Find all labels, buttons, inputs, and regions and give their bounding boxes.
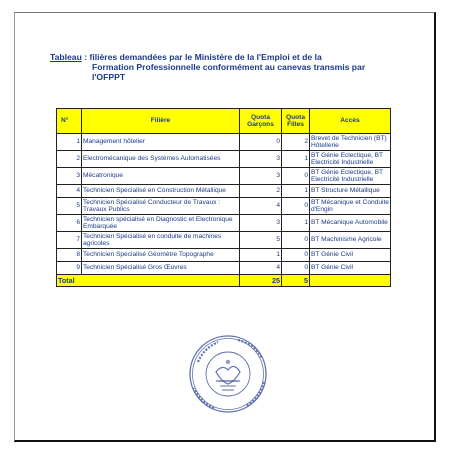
- row-filiere: Technicien Spécialisé en Construction Métallique: [82, 185, 240, 198]
- total-quota-garcons: 25: [240, 275, 282, 287]
- row-number: 1: [57, 134, 82, 151]
- header-quota-filles: Quota Filles: [282, 109, 310, 134]
- table-row: [57, 249, 391, 262]
- total-acces-empty: [310, 275, 391, 287]
- total-row: [57, 275, 391, 287]
- row-quota-filles: 2: [282, 134, 310, 151]
- row-quota-garcons: 1: [240, 249, 282, 262]
- caption-line-2: Formation Professionnelle conformément au canevas transmis par: [92, 62, 366, 73]
- row-number: 7: [57, 232, 82, 249]
- row-quota-garcons: 3: [240, 215, 282, 232]
- table-header-row: [57, 109, 391, 134]
- total-quota-filles: 5: [282, 275, 310, 287]
- row-filiere: Technicien Spécialisé Géomètre Topographe: [82, 249, 240, 262]
- row-number: 4: [57, 185, 82, 198]
- row-number: 9: [57, 262, 82, 275]
- table-row: [57, 151, 391, 168]
- row-acces: BT Génie Civil: [310, 262, 391, 275]
- row-quota-filles: 1: [282, 151, 310, 168]
- row-quota-garcons: 4: [240, 262, 282, 275]
- official-seal-icon: [186, 332, 270, 416]
- row-quota-filles: 0: [282, 249, 310, 262]
- table-row: [57, 134, 391, 151]
- row-acces: BT Génie Eclectique, BT Electricité Industrielle: [310, 168, 391, 185]
- row-filiere: Technicien spécialisé en Diagnostic et Electronique Embarquée: [82, 215, 240, 232]
- table-row: [57, 168, 391, 185]
- row-acces: BT Structure Métallique: [310, 185, 391, 198]
- table-row: [57, 215, 391, 232]
- table-row: [57, 198, 391, 215]
- row-quota-garcons: 3: [240, 151, 282, 168]
- table-caption: [50, 52, 390, 83]
- caption-line-3: l'OFPPT: [92, 72, 126, 83]
- row-filiere: Electromécanique des Systèmes Automatisées: [82, 151, 240, 168]
- row-number: 2: [57, 151, 82, 168]
- row-quota-garcons: 4: [240, 198, 282, 215]
- row-filiere: Technicien Spécialisé Conducteur de Travaux : Travaux Publics: [82, 198, 240, 215]
- row-quota-garcons: 0: [240, 134, 282, 151]
- header-quota-garcons: Quota Garçons: [240, 109, 282, 134]
- row-filiere: Technicien Spécialisé en conduite de machines agricoles: [82, 232, 240, 249]
- row-quota-filles: 0: [282, 262, 310, 275]
- row-acces: BT Mécanique et Conduite d'Engin: [311, 198, 389, 213]
- row-filiere: Management hôtelier: [82, 134, 240, 151]
- row-number: 3: [57, 168, 82, 185]
- row-quota-garcons: 3: [240, 168, 282, 185]
- table-row: [57, 185, 391, 198]
- row-acces: BT Génie Civil: [310, 249, 391, 262]
- row-acces: BT Génie Eclectique, BT Electricité Industrielle: [310, 151, 391, 168]
- total-label: Total: [57, 275, 240, 287]
- row-acces: BT Machinisme Agricole: [310, 232, 391, 249]
- row-quota-filles: 1: [282, 215, 310, 232]
- row-filiere: Technicien Spécialisé Gros Œuvres: [82, 262, 240, 275]
- row-number: 6: [57, 215, 82, 232]
- row-acces: Brevet de Technicien (BT) Hôtellerie: [310, 134, 391, 151]
- row-quota-filles: 1: [282, 185, 310, 198]
- table-row: [57, 262, 391, 275]
- header-acces: Accès: [310, 109, 391, 134]
- row-quota-garcons: 2: [240, 185, 282, 198]
- row-filiere: Mécatronique: [82, 168, 240, 185]
- row-number: 5: [57, 198, 82, 215]
- caption-lead: Tableau: [50, 52, 82, 62]
- row-number: 8: [57, 249, 82, 262]
- row-acces: BT Mécanique Automobile: [310, 215, 391, 232]
- table-row: [57, 232, 391, 249]
- caption-line-1: : filières demandées par le Ministère de la l'Emploi et de la: [81, 52, 322, 62]
- row-quota-filles: 0: [282, 198, 310, 215]
- row-quota-filles: 0: [282, 232, 310, 249]
- header-filiere: Filière: [82, 109, 240, 134]
- row-quota-garcons: 5: [240, 232, 282, 249]
- filieres-table: [56, 108, 391, 287]
- row-quota-filles: 0: [282, 168, 310, 185]
- header-num: N°: [57, 109, 82, 134]
